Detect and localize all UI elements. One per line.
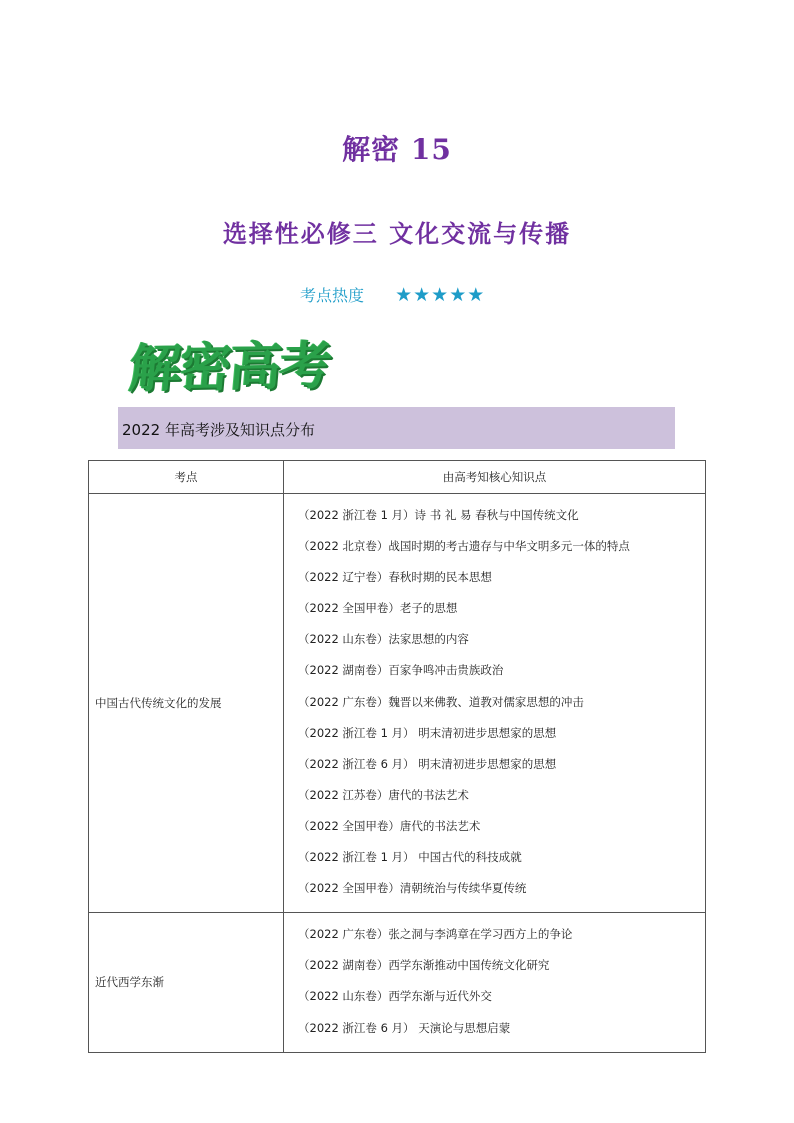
list-item: （2022 湖南卷）西学东渐推动中国传统文化研究 [298,958,550,973]
header-knowledge: 由高考知核心知识点 [284,461,706,494]
heat-rating [300,283,485,306]
list-item: （2022 浙江卷 6 月） 明末清初进步思想家的思想 [298,756,557,771]
list-item: （2022 辽宁卷）春秋时期的民本思想 [298,570,492,585]
list-item: （2022 广东卷）魏晋以来佛教、道教对儒家思想的冲击 [298,694,584,709]
knowledge-point-table [88,460,706,1053]
table-header-row [89,461,706,494]
list-item: （2022 浙江卷 1 月） 中国古代的科技成就 [298,850,522,865]
items-cell [284,913,706,1052]
list-item: （2022 全国甲卷）唐代的书法艺术 [298,818,481,833]
category-cell: 中国古代传统文化的发展 [89,494,284,913]
list-item: （2022 山东卷）西学东渐与近代外交 [298,989,492,1004]
list-item: （2022 全国甲卷）老子的思想 [298,601,458,616]
list-item: （2022 江苏卷）唐代的书法艺术 [298,787,469,802]
list-item: （2022 北京卷）战国时期的考古遗存与中华文明多元一体的特点 [298,539,630,554]
section-title: 2022 年高考涉及知识点分布 [122,421,315,439]
section-banner [118,407,675,449]
page-subtitle: 选择性必修三 文化交流与传播 [222,219,572,248]
page-title: 解密 15 [342,133,452,166]
list-item: （2022 湖南卷）百家争鸣冲击贵族政治 [298,663,504,678]
list-item: （2022 山东卷）法家思想的内容 [298,632,469,647]
list-item: （2022 广东卷）张之洞与李鸿章在学习西方上的争论 [298,927,573,942]
star-rating-icon: ★★★★★ [395,284,486,306]
header-kaodian: 考点 [89,461,284,494]
list-item: （2022 全国甲卷）清朝统治与传续华夏传统 [298,881,527,896]
decode-gaokao-logo: 解密高考 [126,335,333,400]
heat-label: 考点热度 [300,286,365,305]
list-item: （2022 浙江卷 6 月） 天演论与思想启蒙 [298,1020,511,1035]
table-row [89,494,706,913]
list-item: （2022 浙江卷 1 月） 明末清初进步思想家的思想 [298,725,557,740]
list-item: （2022 浙江卷 1 月）诗 书 礼 易 春秋与中国传统文化 [298,508,579,522]
category-cell: 近代西学东渐 [89,913,284,1052]
items-cell [284,494,706,913]
table-row [89,913,706,1052]
